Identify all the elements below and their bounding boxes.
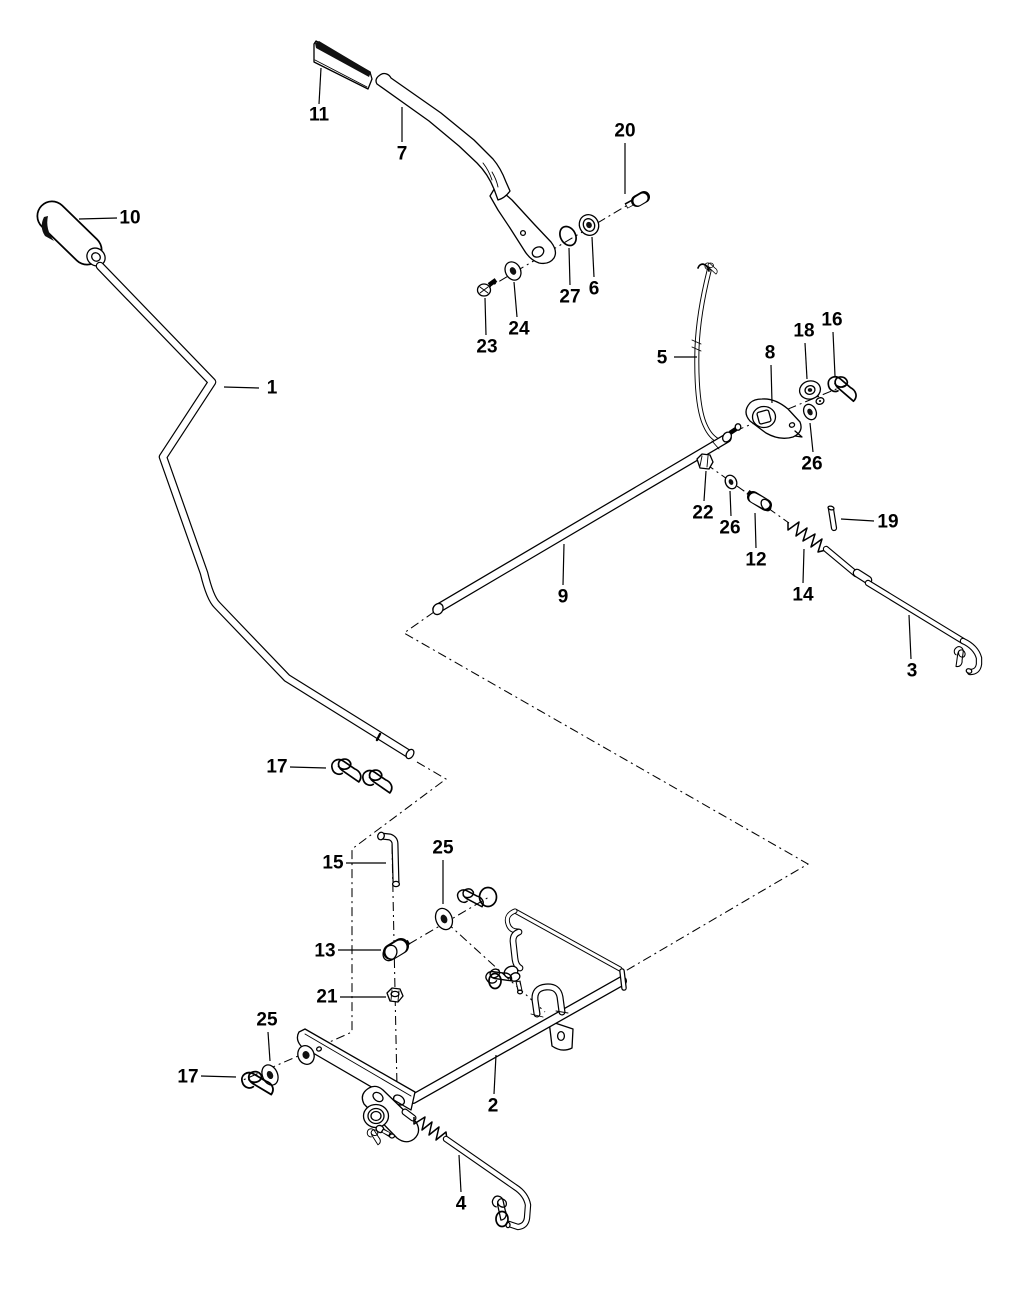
part-25-washer-upper (432, 906, 455, 932)
lock-ring-and-clip (457, 888, 497, 907)
callout-leader-8 (771, 365, 772, 403)
callout-label-6: 6 (588, 278, 600, 300)
callout-label-15: 15 (322, 852, 344, 874)
callout-label-23: 23 (476, 336, 498, 358)
callout-label-4: 4 (455, 1193, 467, 1215)
callout-label-16: 16 (821, 309, 843, 331)
callout-leader-16 (833, 332, 835, 376)
callout-leader-4 (459, 1155, 461, 1192)
part-3-rod (826, 549, 979, 674)
callout-label-22: 22 (692, 502, 714, 524)
callout-leader-22 (704, 471, 706, 501)
callout-leader-26 (730, 491, 731, 516)
callout-label-17: 17 (266, 756, 288, 778)
callout-label-10: 10 (119, 207, 141, 229)
callout-leader-25 (268, 1032, 270, 1061)
callout-label-25: 25 (432, 837, 454, 859)
part-20-bolt (626, 197, 644, 206)
callout-label-27: 27 (559, 286, 581, 308)
callout-leader-6 (592, 237, 594, 277)
callout-label-12: 12 (745, 549, 767, 571)
callout-label-3: 3 (906, 660, 918, 682)
callout-label-11: 11 (308, 104, 330, 126)
callout-label-19: 19 (877, 511, 899, 533)
callout-leader-19 (841, 519, 874, 521)
callout-leader-1 (224, 387, 259, 388)
callout-leader-3 (909, 615, 911, 659)
callout-label-7: 7 (396, 143, 408, 165)
callout-leader-14 (803, 549, 804, 583)
part-17-clips-upper (330, 757, 395, 794)
part-22-nut (697, 454, 713, 469)
callout-label-1: 1 (266, 377, 278, 399)
part-15-link-rod (377, 831, 400, 886)
part-26-washer-upper (801, 402, 819, 422)
part-10-grip (42, 216, 109, 270)
callout-leader-17 (290, 767, 326, 768)
bracket-square-bore (757, 410, 772, 425)
callout-leader-23 (485, 298, 486, 335)
callout-label-2: 2 (487, 1095, 499, 1117)
callout-label-5: 5 (656, 347, 668, 369)
callout-label-18: 18 (793, 320, 815, 342)
part-6-bushing (576, 211, 602, 238)
callout-leader-27 (569, 248, 570, 285)
callout-leader-12 (755, 513, 756, 548)
callout-leader-17 (201, 1076, 236, 1077)
callout-leader-24 (514, 282, 517, 317)
part-14-spring (788, 522, 826, 552)
part-18-bushing (798, 379, 825, 406)
callout-label-8: 8 (764, 342, 776, 364)
part-26-washer-lower (723, 473, 739, 490)
part-1-lever-rod (100, 266, 416, 760)
rod-3-clip (951, 645, 968, 667)
callout-label-26: 26 (801, 453, 823, 475)
callout-leader-10 (79, 218, 117, 219)
callout-label-14: 14 (792, 584, 814, 606)
frame-link (484, 932, 522, 994)
callouts (79, 68, 917, 1215)
callout-label-13: 13 (314, 940, 336, 962)
callout-label-26: 26 (719, 517, 741, 539)
part-2-frame (295, 911, 624, 1228)
part-7-lever-arm (376, 74, 555, 264)
callout-label-21: 21 (316, 986, 338, 1008)
part-16-hairpin-clip (825, 373, 860, 401)
part-8-pivot-bracket (746, 399, 802, 438)
callout-label-17: 17 (177, 1066, 199, 1088)
callout-leader-11 (319, 68, 321, 104)
callout-label-24: 24 (508, 318, 530, 340)
callout-label-25: 25 (256, 1009, 278, 1031)
callout-leader-26 (810, 423, 813, 452)
callout-leader-2 (494, 1055, 496, 1094)
frame-flat-bar (295, 1029, 415, 1110)
part-5-rod (692, 261, 720, 442)
part-24-washer (502, 259, 524, 283)
callout-label-20: 20 (614, 120, 636, 142)
rod-4-clip (488, 1193, 513, 1220)
callout-label-9: 9 (557, 586, 569, 608)
part-11-lever-pad (314, 41, 372, 89)
part-21-nut (387, 988, 403, 1002)
callout-leader-9 (563, 544, 564, 585)
part-12-shoulder-bolt (748, 492, 773, 512)
callout-leader-18 (805, 343, 807, 379)
part-23-bolt (478, 280, 497, 296)
part-19-pin (828, 505, 835, 528)
